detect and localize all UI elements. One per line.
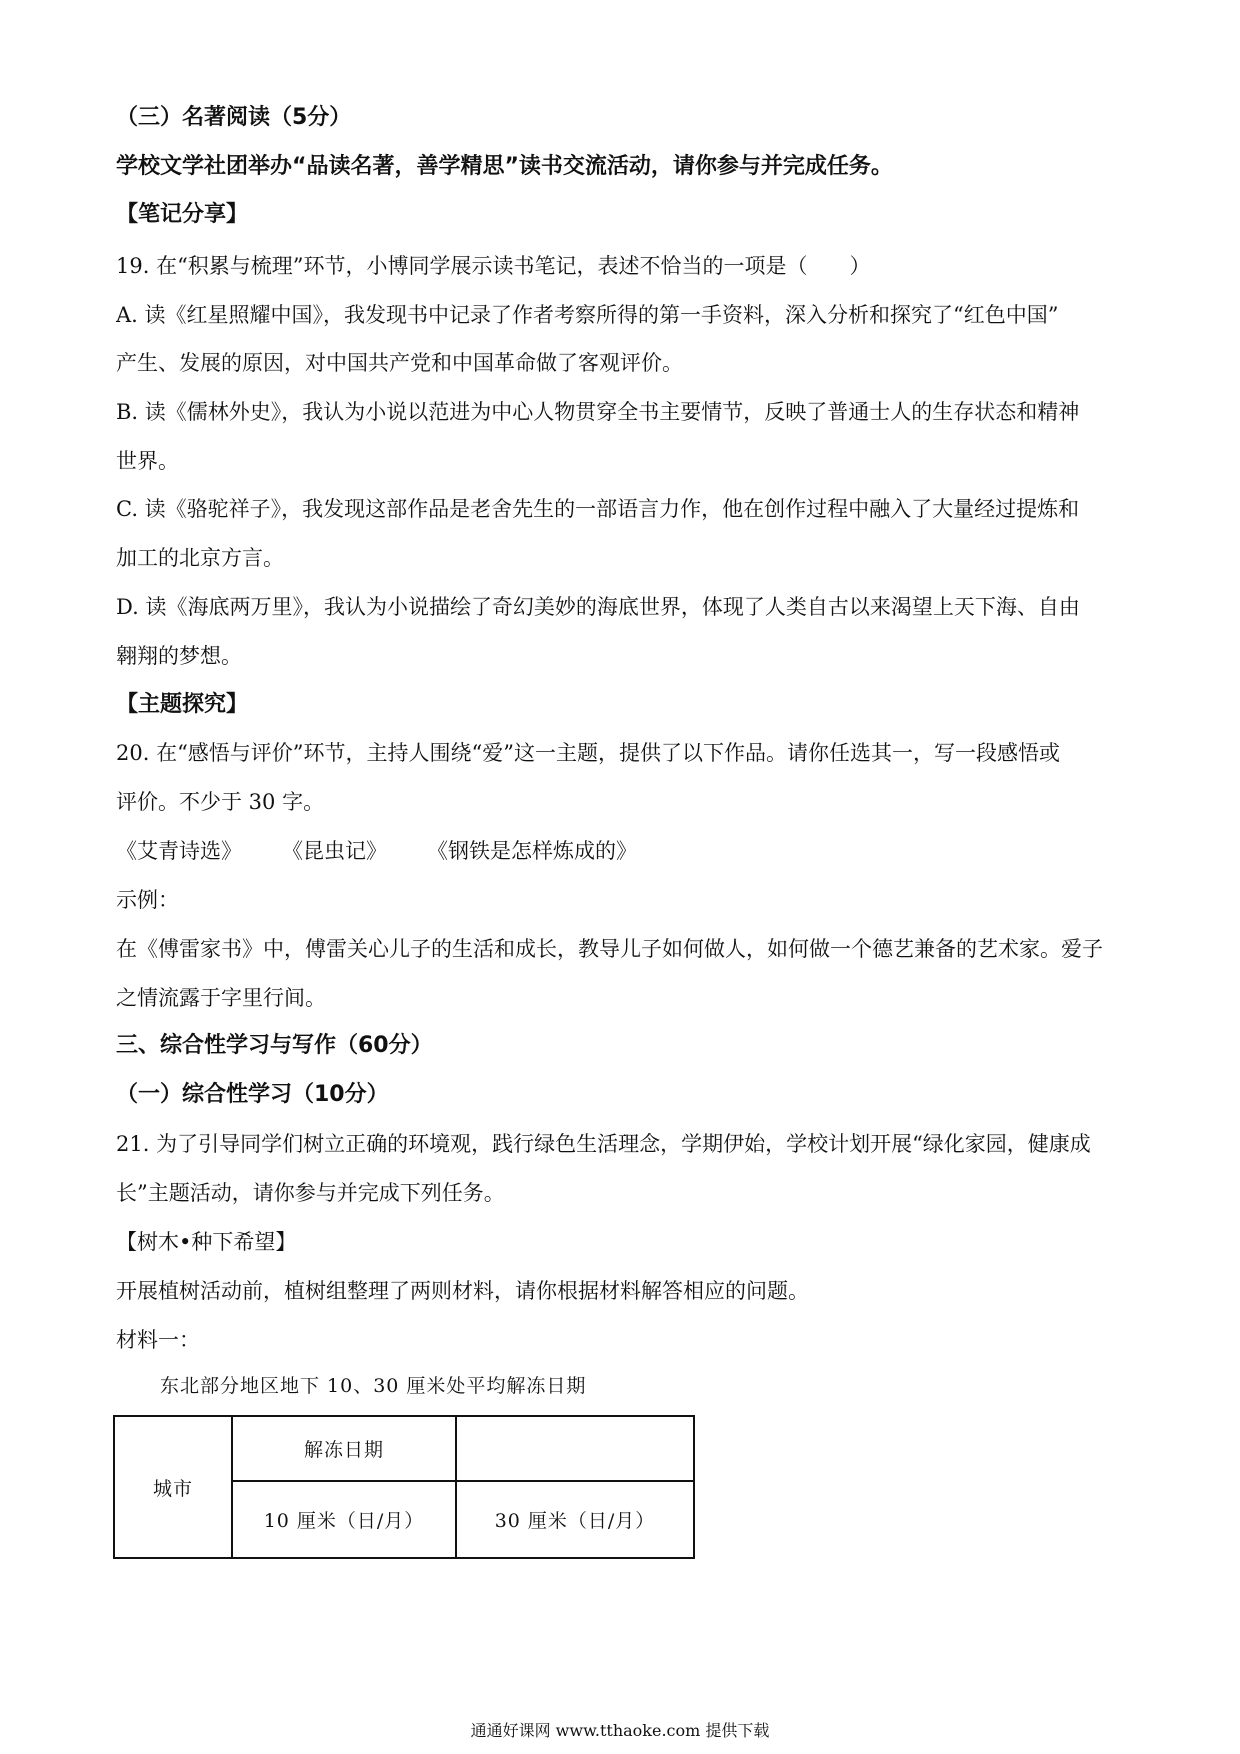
subheading-notes: 【笔记分享】 [116,202,249,227]
table-caption: 东北部分地区地下 10、30 厘米处平均解冻日期 [160,1375,587,1397]
city-header-cell: 城市 [114,1416,232,1558]
option-a-line2: 产生、发展的原因，对中国共产党和中国革命做了客观评价。 [116,351,683,375]
option-c-line2: 加工的北京方言。 [116,546,284,570]
depth-30-header-cell: 30 厘米（日/月） [456,1481,694,1558]
option-b-line1: B. 读《儒林外史》，我认为小说以范进为中心人物贯穿全书主要情节，反映了普通士人的生存状态和精神 [116,400,1080,424]
question-20-line2: 评价。不少于 30 字。 [116,790,325,814]
question-19-stem: 19. 在“积累与梳理”环节，小博同学展示读书笔记，表述不恰当的一项是（ ） [116,254,871,278]
subheading-theme: 【主题探究】 [116,692,249,717]
thaw-date-table [113,1415,695,1559]
example-label: 示例： [116,888,179,912]
date-header-cell: 解冻日期 [232,1416,456,1481]
task-intro: 开展植树活动前，植树组整理了两则材料，请你根据材料解答相应的问题。 [116,1279,809,1303]
material-label: 材料一： [116,1328,200,1352]
example-line2: 之情流露于字里行间。 [116,986,326,1010]
page-footer: 通通好课网 www.tthaoke.com 提供下载 [470,1721,770,1740]
section-heading-three: 三、综合性学习与写作（60分） [116,1033,433,1058]
question-21-line2: 长”主题活动，请你参与并完成下列任务。 [116,1181,505,1205]
section-heading-reading: （三）名著阅读（5分） [116,105,352,130]
depth-10-header-cell: 10 厘米（日/月） [232,1481,456,1558]
subheading-comprehensive: （一）综合性学习（10分） [116,1082,389,1107]
work-item: 《艾青诗选》 [116,839,242,863]
example-line1: 在《傅雷家书》中，傅雷关心儿子的生活和成长，教导儿子如何做人，如何做一个德艺兼备的艺术家。爱子 [116,937,1103,961]
question-21-line1: 21. 为了引导同学们树立正确的环境观，践行绿色生活理念，学期伊始，学校计划开展“绿化家园，健康成 [116,1132,1091,1156]
option-b-line2: 世界。 [116,449,179,473]
work-item: 《钢铁是怎样炼成的》 [427,839,637,863]
table-row [114,1416,694,1481]
task-heading: 【树木•种下希望】 [116,1230,297,1254]
question-20-line1: 20. 在“感悟与评价”环节，主持人围绕“爱”这一主题，提供了以下作品。请你任选其一，写一段感悟或 [116,741,1061,765]
empty-header-cell [456,1416,694,1481]
option-d-line1: D. 读《海底两万里》，我认为小说描绘了奇幻美妙的海底世界，体现了人类自古以来渴望上天下海、自由 [116,595,1080,619]
option-d-line2: 翱翔的梦想。 [116,644,242,668]
work-item: 《昆虫记》 [282,839,387,863]
option-a-line1: A. 读《红星照耀中国》，我发现书中记录了作者考察所得的第一手资料，深入分析和探究了“红色中国” [116,303,1059,327]
reading-intro: 学校文学社团举办“品读名著，善学精思”读书交流活动，请你参与并完成任务。 [116,154,893,179]
option-c-line1: C. 读《骆驼祥子》，我发现这部作品是老舍先生的一部语言力作，他在创作过程中融入了大量经过提炼和 [116,497,1080,521]
works-list [116,836,1136,866]
